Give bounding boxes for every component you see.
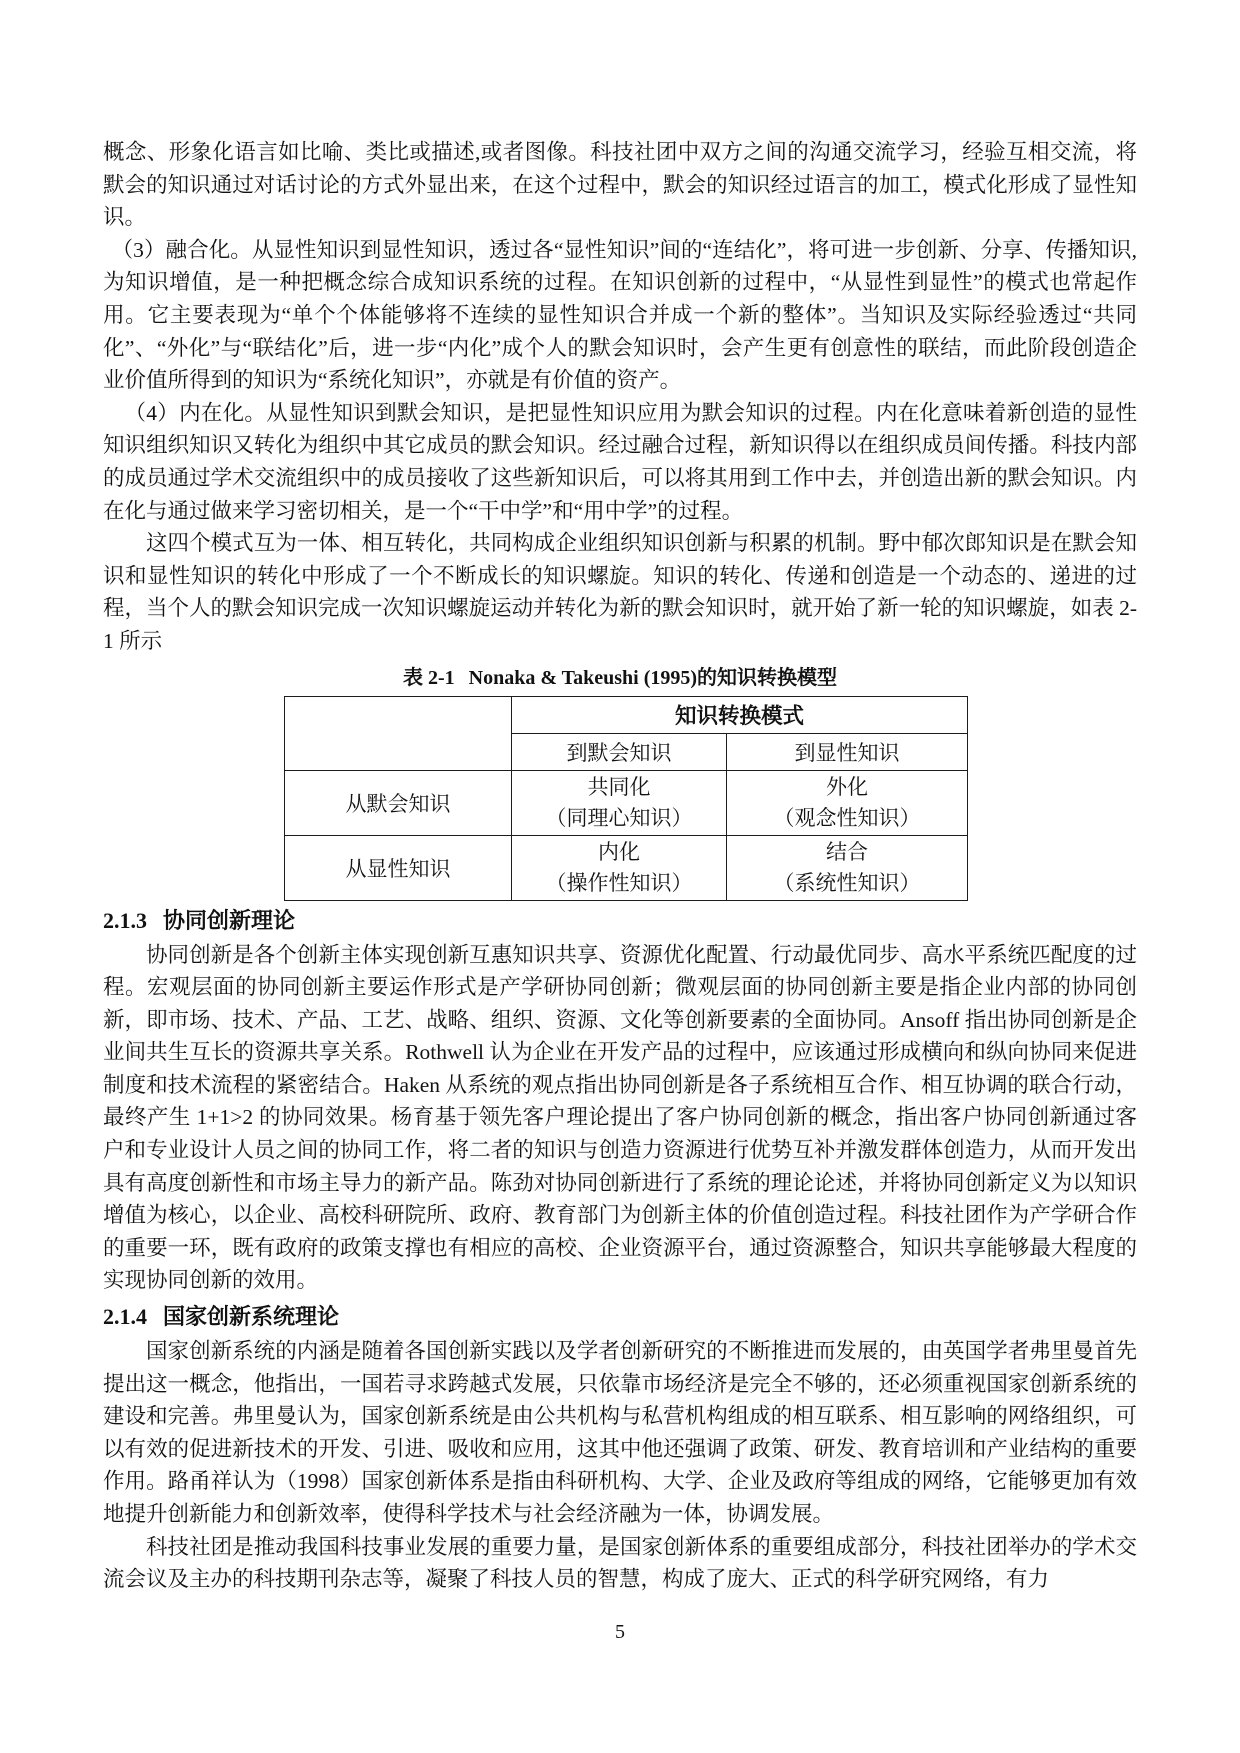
paragraph-collaborative-innovation: 协同创新是各个创新主体实现创新互惠知识共享、资源优化配置、行动最优同步、高水平系统匹配度的过程。宏观层面的协同创新主要运作形式是产学研协同创新；微观层面的协同创新主要是指企业内部的协同创新，即市场、技术、产品、工艺、战略、组织、资源、文化等创新要素的全面协同。Ansoff 指出协同创新是企业间共生互长的资源共享关系。Rothwell 认为企业在开发产品的过程中，应该通过形成横向和纵向协同来促进制度和技术流程的紧密结合。Haken 从系统的观点指出协同创新是各子系统相互合作、相互协调的联合行动，最终产生 1+1>2 的协同效果。杨育基于领先客户理论提出了客户协同创新的概念，指出客户协同创新通过客户和专业设计人员之间的协同工作，将二者的知识与创造力资源进行优势互补并激发群体创造力，从而开发出具有高度创新性和市场主导力的新产品。陈劲对协同创新进行了系统的理论论述，并将协同创新定义为以知识增值为核心，以企业、高校科研院所、政府、教育部门为创新主体的价值创造过程。科技社团作为产学研合作的重要一环，既有政府的政策支撑也有相应的高校、企业资源平台，通过资源整合，知识共享能够最大程度的实现协同创新的效用。 <box>103 942 1137 1293</box>
paragraph-sci-tech-societies: 科技社团是推动我国科技事业发展的重要力量，是国家创新体系的重要组成部分，科技社团举办的学术交流会议及主办的科技期刊杂志等，凝聚了科技人员的智慧，构成了庞大、正式的科学研究网络，有力 <box>103 1534 1137 1592</box>
table-header-row <box>285 696 968 733</box>
paragraph-combination: （3）融合化。从显性知识到显性知识，透过各“显性知识”间的“连结化”，将可进一步创新、分享、传播知识,为知识增值，是一种把概念综合成知识系统的过程。在知识创新的过程中，“从显性到显性”的模式也常起作用。它主要表现为“单个个体能够将不连续的显性知识合并成一个新的整体”。当知识及实际经验透过“共同化”、“外化”与“联结化”后，进一步“内化”成个人的默会知识时，会产生更有创意性的联结，而此阶段创造企业价值所得到的知识为“系统化知识”，亦就是有价值的资产。 <box>103 237 1137 393</box>
section-number: 2.1.4 <box>103 1304 147 1330</box>
paragraph-internalization: （4）内在化。从显性知识到默会知识，是把显性知识应用为默会知识的过程。内在化意味着新创造的显性知识组织知识又转化为组织中其它成员的默会知识。经过融合过程，新知识得以在组织成员间传播。科技内部的成员通过学术交流组织中的成员接收了这些新知识后，可以将其用到工作中去，并创造出新的默会知识。内在化与通过做来学习密切相关，是一个“干中学”和“用中学”的过程。 <box>103 400 1137 523</box>
table-caption-title: Nonaka & Takeushi (1995)的知识转换模型 <box>468 666 838 689</box>
table-caption-number: 表 2-1 <box>402 666 455 689</box>
table-corner-cell <box>285 696 512 770</box>
table-col-header-explicit: 到显性知识 <box>727 733 968 770</box>
section-heading-213 <box>103 905 1137 937</box>
table-row <box>285 770 968 835</box>
paragraph-national-innovation-system: 国家创新系统的内涵是随着各国创新实践以及学者创新研究的不断推进而发展的，由英国学者弗里曼首先提出这一概念，他指出，一国若寻求跨越式发展，只依靠市场经济是完全不够的，还必须重视国家创新系统的建设和完善。弗里曼认为，国家创新系统是由公共机构与私营机构组成的相互联系、相互影响的网络组织，可以有效的促进新技术的开发、引进、吸收和应用，这其中他还强调了政策、研发、教育培训和产业结构的重要作用。路甬祥认为（1998）国家创新体系是指由科研机构、大学、企业及政府等组成的网络，它能够更加有效地提升创新能力和创新效率，使得科学技术与社会经济融为一体，协调发展。 <box>103 1339 1137 1526</box>
table-cell <box>727 835 968 900</box>
table-cell-sub: （系统性知识） <box>773 870 921 895</box>
section-number: 2.1.3 <box>103 907 147 933</box>
table-merged-header: 知识转换模式 <box>512 696 968 733</box>
section-heading-214 <box>103 1301 1137 1333</box>
section-title: 国家创新系统理论 <box>163 1304 340 1330</box>
table-cell-main: 共同化 <box>587 774 651 799</box>
table-cell-main: 结合 <box>826 839 868 864</box>
table-cell-main: 内化 <box>598 839 640 864</box>
table-row-header: 从显性知识 <box>285 835 512 900</box>
knowledge-conversion-table <box>284 696 968 901</box>
table-cell <box>727 770 968 835</box>
paragraph-knowledge-spiral: 这四个模式互为一体、相互转化，共同构成企业组织知识创新与积累的机制。野中郁次郎知识是在默会知识和显性知识的转化中形成了一个不断成长的知识螺旋。知识的转化、传递和创造是一个动态的、递进的过程，当个人的默会知识完成一次知识螺旋运动并转化为新的默会知识时，就开始了新一轮的知识螺旋，如表 2-1 所示 <box>103 531 1137 653</box>
table-cell <box>512 770 727 835</box>
table-cell <box>512 835 727 900</box>
table-row-header: 从默会知识 <box>285 770 512 835</box>
paragraph-externalization-cont: 概念、形象化语言如比喻、类比或描述,或者图像。科技社团中双方之间的沟通交流学习，经验互相交流，将默会的知识通过对话讨论的方式外显出来，在这个过程中，默会的知识经过语言的加工，模式化形成了显性知识。 <box>103 140 1137 230</box>
table-row <box>285 835 968 900</box>
section-title: 协同创新理论 <box>163 907 296 933</box>
table-cell-sub: （观念性知识） <box>773 805 921 830</box>
table-cell-sub: （同理心知识） <box>545 805 693 830</box>
table-caption <box>103 664 1137 692</box>
table-col-header-tacit: 到默会知识 <box>512 733 727 770</box>
table-cell-sub: （操作性知识） <box>545 870 693 895</box>
page-number: 5 <box>615 1621 625 1643</box>
table-cell-main: 外化 <box>826 774 868 799</box>
